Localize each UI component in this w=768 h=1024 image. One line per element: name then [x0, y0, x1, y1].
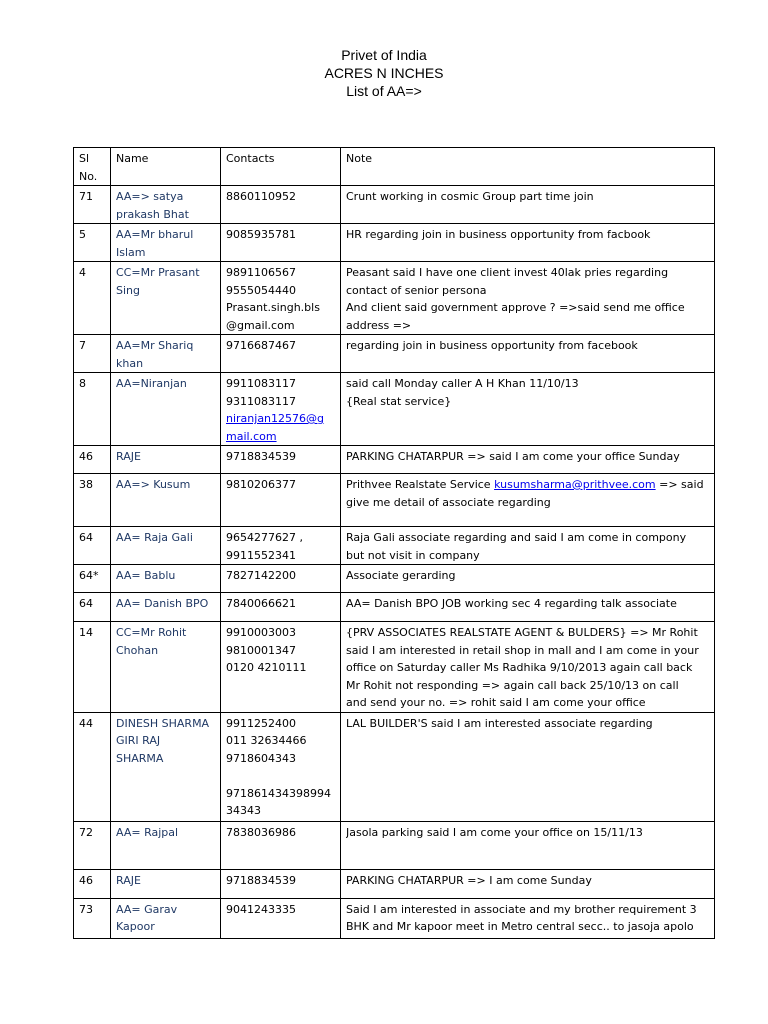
name-cell	[111, 622, 221, 713]
contacts-cell	[221, 262, 341, 335]
note-line: BHK and Mr kapoor meet in Metro central secc.. to jasoja apolo	[346, 920, 694, 933]
table-row	[74, 593, 715, 622]
text-line: AA= Danish BPO	[116, 597, 209, 610]
note-line: Associate gerarding	[346, 569, 456, 582]
note-line: Jasola parking said I am come your office on 15/11/13	[346, 825, 643, 839]
contacts-cell	[221, 335, 341, 373]
text-line	[226, 767, 335, 785]
document-title	[0, 46, 768, 100]
contacts-cell	[221, 622, 341, 713]
text-line: RAJE	[116, 450, 141, 463]
text-line: Sing	[116, 283, 140, 297]
text-line: AA= Bablu	[116, 569, 176, 582]
note-line: address =>	[346, 318, 412, 332]
text-line: AA=Niranjan	[116, 377, 187, 390]
text-line: 0120 4210111	[226, 661, 307, 674]
note-cell	[341, 224, 715, 262]
text-line: Islam	[116, 245, 146, 259]
name-cell	[111, 474, 221, 527]
contacts-cell	[221, 446, 341, 474]
contacts-cell	[221, 474, 341, 527]
note-line: regarding join in business opportunity from facebook	[346, 339, 638, 352]
name-cell	[111, 712, 221, 821]
note-line: office on Saturday caller Ms Radhika 9/10/2013 again call back	[346, 661, 693, 674]
text-line: 7840066621	[226, 597, 296, 610]
sl-no-cell: 73	[74, 898, 111, 938]
note-cell	[341, 446, 715, 474]
contacts-cell	[221, 224, 341, 262]
text-line: 9911083117	[226, 377, 296, 390]
sl-no-cell: 14	[74, 622, 111, 713]
contacts-cell	[221, 527, 341, 565]
table-row	[74, 186, 715, 224]
table-row	[74, 224, 715, 262]
table-row	[74, 262, 715, 335]
text-line: prakash Bhat	[116, 207, 189, 221]
text-line: 9911552341	[226, 548, 296, 562]
note-line: And client said government approve ? =>said send me office	[346, 301, 685, 314]
note-cell	[341, 869, 715, 898]
note-line: and send your no. => rohit said I am come your office	[346, 696, 646, 709]
note-cell	[341, 474, 715, 527]
text-line: 7838036986	[226, 825, 296, 839]
header-name: Name	[111, 148, 221, 186]
name-cell	[111, 565, 221, 593]
note-line: said call Monday caller A H Khan 11/10/13	[346, 377, 579, 390]
name-cell	[111, 373, 221, 446]
name-cell	[111, 262, 221, 335]
text-line: khan	[116, 356, 144, 370]
text-line: 9716687467	[226, 339, 296, 352]
text-line: GIRI RAJ	[116, 734, 161, 747]
name-cell	[111, 869, 221, 898]
text-line: AA=Mr Shariq	[116, 339, 194, 352]
sl-no-cell: 64	[74, 593, 111, 622]
contacts-cell	[221, 712, 341, 821]
note-text: Prithvee Realstate Service	[346, 478, 495, 491]
table-row	[74, 898, 715, 938]
text-line: AA=> Kusum	[116, 478, 191, 491]
header-note: Note	[341, 148, 715, 186]
text-line: 9911252400	[226, 716, 296, 730]
note-cell	[341, 262, 715, 335]
title-line-2: ACRES N INCHES	[324, 65, 444, 81]
note-line: {PRV ASSOCIATES REALSTATE AGENT & BULDERS} => Mr Rohit	[346, 626, 698, 639]
note-line: Said I am interested in associate and my brother requirement 3	[346, 902, 697, 916]
sl-no-cell: 64	[74, 527, 111, 565]
note-text: => said	[655, 478, 704, 491]
sl-no-cell: 46	[74, 869, 111, 898]
text-line: 011 32634466	[226, 734, 307, 747]
table-row	[74, 712, 715, 821]
header-sl-no: Sl No.	[74, 148, 111, 186]
name-cell	[111, 224, 221, 262]
text-line: CC=Mr Prasant	[116, 266, 200, 279]
sl-no-cell: 5	[74, 224, 111, 262]
note-cell	[341, 712, 715, 821]
contacts-cell	[221, 186, 341, 224]
name-cell	[111, 898, 221, 938]
text-line: AA= Garav	[116, 902, 178, 916]
table-row	[74, 565, 715, 593]
aa-list-table	[73, 147, 715, 939]
text-line: AA=Mr bharul	[116, 228, 194, 241]
note-line: PARKING CHATARPUR => said I am come your office Sunday	[346, 450, 680, 463]
table-row	[74, 527, 715, 565]
text-line: 9810206377	[226, 478, 296, 491]
text-line: CC=Mr Rohit	[116, 626, 187, 639]
table-row	[74, 335, 715, 373]
text-line: 9891106567	[226, 266, 296, 279]
text-line: AA= Rajpal	[116, 825, 179, 839]
table-row	[74, 821, 715, 869]
note-cell	[341, 593, 715, 622]
title-line-3: List of AA=>	[346, 83, 422, 99]
name-cell	[111, 527, 221, 565]
note-line: HR regarding join in business opportunity from facbook	[346, 228, 651, 241]
note-cell	[341, 335, 715, 373]
text-line: @gmail.com	[226, 318, 295, 332]
text-line: 9810001347	[226, 643, 296, 657]
name-cell	[111, 335, 221, 373]
note-line: AA= Danish BPO JOB working sec 4 regarding talk associate	[346, 597, 677, 610]
note-line: PARKING CHATARPUR => I am come Sunday	[346, 873, 592, 887]
note-line: Mr Rohit not responding => again call back 25/10/13 on call	[346, 678, 679, 692]
contacts-cell	[221, 373, 341, 446]
table-row	[74, 446, 715, 474]
note-cell	[341, 898, 715, 938]
table-row	[74, 474, 715, 527]
sl-no-cell: 4	[74, 262, 111, 335]
sl-no-cell: 64*	[74, 565, 111, 593]
note-cell	[341, 527, 715, 565]
note-line: but not visit in company	[346, 548, 480, 562]
text-line: Prasant.singh.bls	[226, 301, 320, 314]
sl-no-cell: 44	[74, 712, 111, 821]
text-line: SHARMA	[116, 751, 164, 765]
note-line: LAL BUILDER'S said I am interested associate regarding	[346, 716, 653, 730]
text-line: AA= Raja Gali	[116, 531, 193, 544]
sl-no-cell: 71	[74, 186, 111, 224]
sl-no-cell: 46	[74, 446, 111, 474]
note-line: {Real stat service}	[346, 394, 452, 408]
contacts-cell	[221, 898, 341, 938]
table-header-row	[74, 148, 715, 186]
text-line: 9718834539	[226, 873, 296, 887]
text-line: 9555054440	[226, 283, 296, 297]
text-line: Chohan	[116, 643, 159, 657]
email-link[interactable]: niranjan12576@g	[226, 412, 325, 425]
text-line: Kapoor	[116, 920, 155, 933]
note-cell	[341, 186, 715, 224]
text-line: 9718604343	[226, 751, 296, 765]
note-line: Raja Gali associate regarding and said I am come in compony	[346, 531, 687, 544]
email-link[interactable]: kusumsharma@prithvee.com	[494, 478, 656, 491]
text-line: 7827142200	[226, 569, 296, 582]
text-line: 34343	[226, 804, 261, 817]
sl-no-cell: 7	[74, 335, 111, 373]
contacts-cell	[221, 565, 341, 593]
table-row	[74, 622, 715, 713]
name-cell	[111, 593, 221, 622]
text-line: 9910003003	[226, 626, 296, 639]
sl-no-cell: 72	[74, 821, 111, 869]
text-line: 9041243335	[226, 902, 296, 916]
text-line: 9085935781	[226, 228, 296, 241]
text-line: 9654277627 ,	[226, 531, 303, 544]
note-cell	[341, 821, 715, 869]
sl-no-cell: 8	[74, 373, 111, 446]
text-line: 9311083117	[226, 394, 296, 408]
name-cell	[111, 186, 221, 224]
name-cell	[111, 446, 221, 474]
contacts-cell	[221, 593, 341, 622]
table-row	[74, 373, 715, 446]
table-row	[74, 869, 715, 898]
note-line: give me detail of associate regarding	[346, 495, 551, 509]
note-line: Crunt working in cosmic Group part time join	[346, 190, 594, 203]
note-line: Peasant said I have one client invest 40lak pries regarding	[346, 266, 669, 279]
note-cell	[341, 373, 715, 446]
email-link[interactable]: mail.com	[226, 429, 277, 443]
note-cell	[341, 622, 715, 713]
contacts-cell	[221, 821, 341, 869]
text-line: 9718834539	[226, 450, 296, 463]
text-line: 8860110952	[226, 190, 296, 203]
text-line: RAJE	[116, 873, 141, 887]
header-contacts: Contacts	[221, 148, 341, 186]
sl-no-cell: 38	[74, 474, 111, 527]
title-line-1: Privet of India	[341, 47, 427, 63]
note-line: contact of senior persona	[346, 283, 487, 297]
text-line: AA=> satya	[116, 190, 184, 203]
contacts-cell	[221, 869, 341, 898]
note-line: said I am interested in retail shop in mall and I am come in your	[346, 643, 699, 657]
text-line: 971861434398994	[226, 786, 331, 800]
name-cell	[111, 821, 221, 869]
note-cell	[341, 565, 715, 593]
text-line: DINESH SHARMA	[116, 716, 210, 730]
